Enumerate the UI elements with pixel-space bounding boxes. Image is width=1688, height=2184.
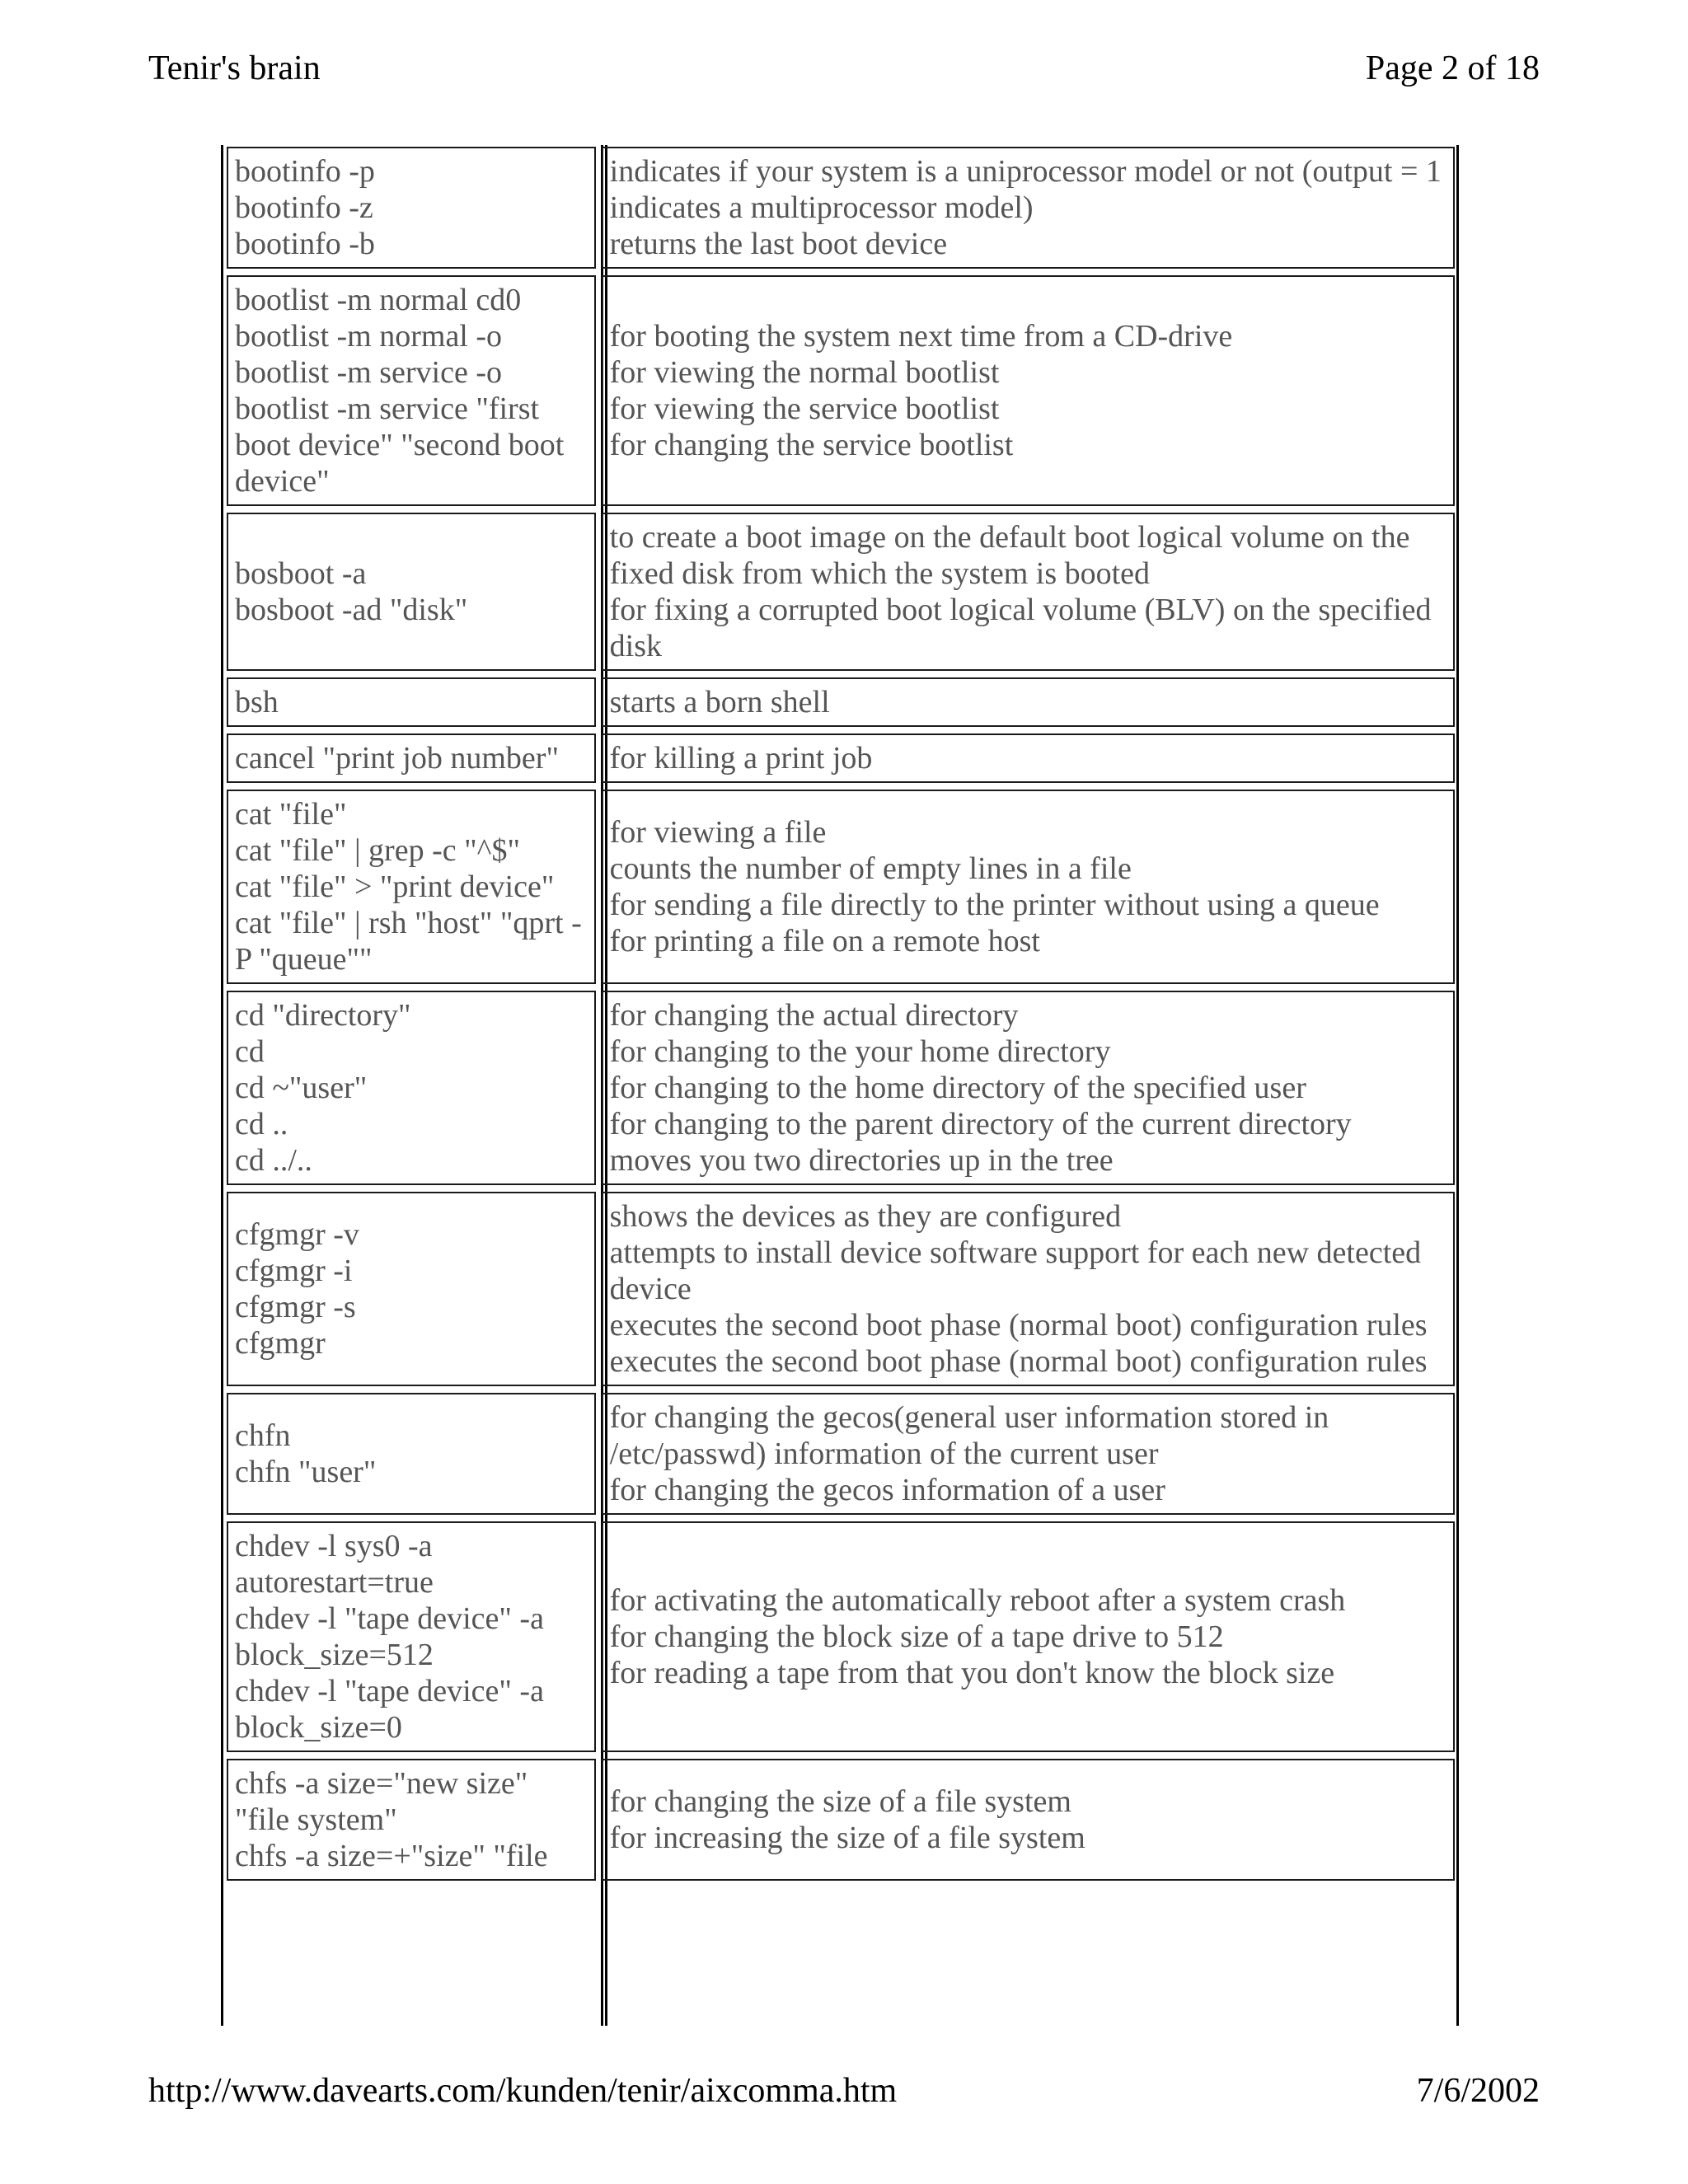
command-text: bsh xyxy=(235,685,279,719)
description-text: for changing to the your home directory xyxy=(609,1034,1111,1069)
description-text: for increasing the size of a file system xyxy=(609,1821,1085,1855)
description-text: starts a born shell xyxy=(609,685,830,719)
description-cell xyxy=(602,991,1455,1185)
description-text: for reading a tape from that you don't know the block size xyxy=(609,1656,1335,1690)
description-text: for activating the automatically reboot after a system crash xyxy=(609,1583,1346,1618)
description-text: for changing to the parent directory of the current directory xyxy=(609,1107,1352,1141)
page-number: Page 2 of 18 xyxy=(1365,49,1540,87)
description-text: indicates if your system is a uniprocessor model or not (output = 1 indicates a multiprocessor model) xyxy=(609,154,1442,225)
description-cell xyxy=(602,1759,1455,1881)
description-cell xyxy=(602,1393,1455,1515)
command-text: chdev -l "tape device" -a block_size=512 xyxy=(235,1601,544,1672)
description-cell xyxy=(602,1521,1455,1752)
description-text: for viewing the normal bootlist xyxy=(609,355,1000,390)
description-cell xyxy=(602,790,1455,984)
description-text: executes the second boot phase (normal boot) configuration rules xyxy=(609,1308,1428,1343)
description-cell xyxy=(602,147,1455,269)
description-text: for changing to the home directory of the specified user xyxy=(609,1071,1306,1105)
description-text: counts the number of empty lines in a file xyxy=(609,851,1132,886)
table-row xyxy=(227,1393,1455,1515)
table-row xyxy=(227,733,1455,783)
command-text: cat "file" | rsh "host" "qprt -P "queue"" xyxy=(235,906,582,977)
table-row xyxy=(227,147,1455,269)
command-text: cancel "print job number" xyxy=(235,741,559,776)
command-text: chfn "user" xyxy=(235,1455,377,1489)
command-text: cd "directory" xyxy=(235,998,411,1033)
command-cell xyxy=(227,733,596,783)
footer-url: http://www.davearts.com/kunden/tenir/aixcomma.htm xyxy=(148,2072,898,2110)
description-text: for booting the system next time from a CD-drive xyxy=(609,319,1233,354)
command-text: bootinfo -p xyxy=(235,154,375,189)
description-cell xyxy=(602,513,1455,671)
command-text: bootlist -m normal -o xyxy=(235,319,503,354)
command-cell xyxy=(227,1192,596,1386)
command-cell xyxy=(227,991,596,1185)
command-text: chfs -a size=+"size" "file xyxy=(235,1839,548,1873)
description-text: for viewing a file xyxy=(609,815,827,850)
command-cell xyxy=(227,147,596,269)
command-cell xyxy=(227,1759,596,1881)
command-text: cfgmgr -i xyxy=(235,1254,353,1288)
description-text: for changing the block size of a tape drive to 512 xyxy=(609,1619,1224,1654)
description-cell xyxy=(602,677,1455,727)
table-row xyxy=(227,1521,1455,1752)
command-text: bootinfo -z xyxy=(235,190,373,225)
command-text: cd xyxy=(235,1034,265,1069)
description-cell xyxy=(602,1192,1455,1386)
description-cell xyxy=(602,275,1455,506)
command-text: bootlist -m normal cd0 xyxy=(235,283,522,317)
table-row xyxy=(227,513,1455,671)
description-text: for fixing a corrupted boot logical volume (BLV) on the specified disk xyxy=(609,593,1432,663)
description-text: for changing the actual directory xyxy=(609,998,1019,1033)
command-text: cat "file" > "print device" xyxy=(235,869,555,904)
description-text: for changing the service bootlist xyxy=(609,428,1014,462)
command-cell xyxy=(227,1521,596,1752)
command-cell xyxy=(227,1393,596,1515)
table-row xyxy=(227,1192,1455,1386)
command-text: bosboot -a xyxy=(235,556,367,591)
command-text: chfs -a size="new size" "file system" xyxy=(235,1766,528,1837)
command-text: bosboot -ad "disk" xyxy=(235,593,468,627)
command-text: cfgmgr -s xyxy=(235,1290,356,1324)
description-cell xyxy=(602,733,1455,783)
command-text: cfgmgr -v xyxy=(235,1217,359,1252)
page-header-title: Tenir's brain xyxy=(148,49,321,87)
command-text: chdev -l "tape device" -a block_size=0 xyxy=(235,1674,544,1745)
command-table-frame xyxy=(221,145,1461,2026)
command-text: chfn xyxy=(235,1418,291,1453)
description-text: returns the last boot device xyxy=(609,227,948,261)
description-text: to create a boot image on the default boot logical volume on the fixed disk from which the system is booted xyxy=(609,520,1410,591)
command-text: cd ~"user" xyxy=(235,1071,368,1105)
command-text: cat "file" | grep -c "^$" xyxy=(235,833,520,868)
description-text: attempts to install device software support for each new detected device xyxy=(609,1235,1422,1306)
command-text: bootinfo -b xyxy=(235,227,375,261)
command-text: cd .. xyxy=(235,1107,288,1141)
description-text: for changing the gecos(general user information stored in /etc/passwd) information of the current user xyxy=(609,1400,1329,1471)
table-row xyxy=(227,275,1455,506)
table-row xyxy=(227,991,1455,1185)
table-row xyxy=(227,790,1455,984)
description-text: for sending a file directly to the printer without using a queue xyxy=(609,888,1380,922)
description-text: for printing a file on a remote host xyxy=(609,924,1040,958)
table-row xyxy=(227,1759,1455,1881)
footer-date: 7/6/2002 xyxy=(1416,2072,1540,2110)
command-cell xyxy=(227,513,596,671)
command-text: bootlist -m service -o xyxy=(235,355,502,390)
description-text: for killing a print job xyxy=(609,741,873,776)
command-text: cfgmgr xyxy=(235,1326,326,1361)
command-table xyxy=(221,145,1461,1887)
command-cell xyxy=(227,275,596,506)
description-text: executes the second boot phase (normal boot) configuration rules xyxy=(609,1344,1428,1379)
command-text: cat "file" xyxy=(235,797,347,832)
description-text: shows the devices as they are configured xyxy=(609,1199,1122,1234)
description-text: for changing the size of a file system xyxy=(609,1784,1071,1819)
command-text: bootlist -m service "first boot device" "second boot device" xyxy=(235,391,565,499)
command-cell xyxy=(227,677,596,727)
table-row xyxy=(227,677,1455,727)
command-text: cd ../.. xyxy=(235,1143,312,1178)
description-text: for viewing the service bootlist xyxy=(609,391,1000,426)
command-text: chdev -l sys0 -a autorestart=true xyxy=(235,1529,434,1600)
description-text: moves you two directories up in the tree xyxy=(609,1143,1114,1178)
description-text: for changing the gecos information of a user xyxy=(609,1473,1165,1507)
command-cell xyxy=(227,790,596,984)
